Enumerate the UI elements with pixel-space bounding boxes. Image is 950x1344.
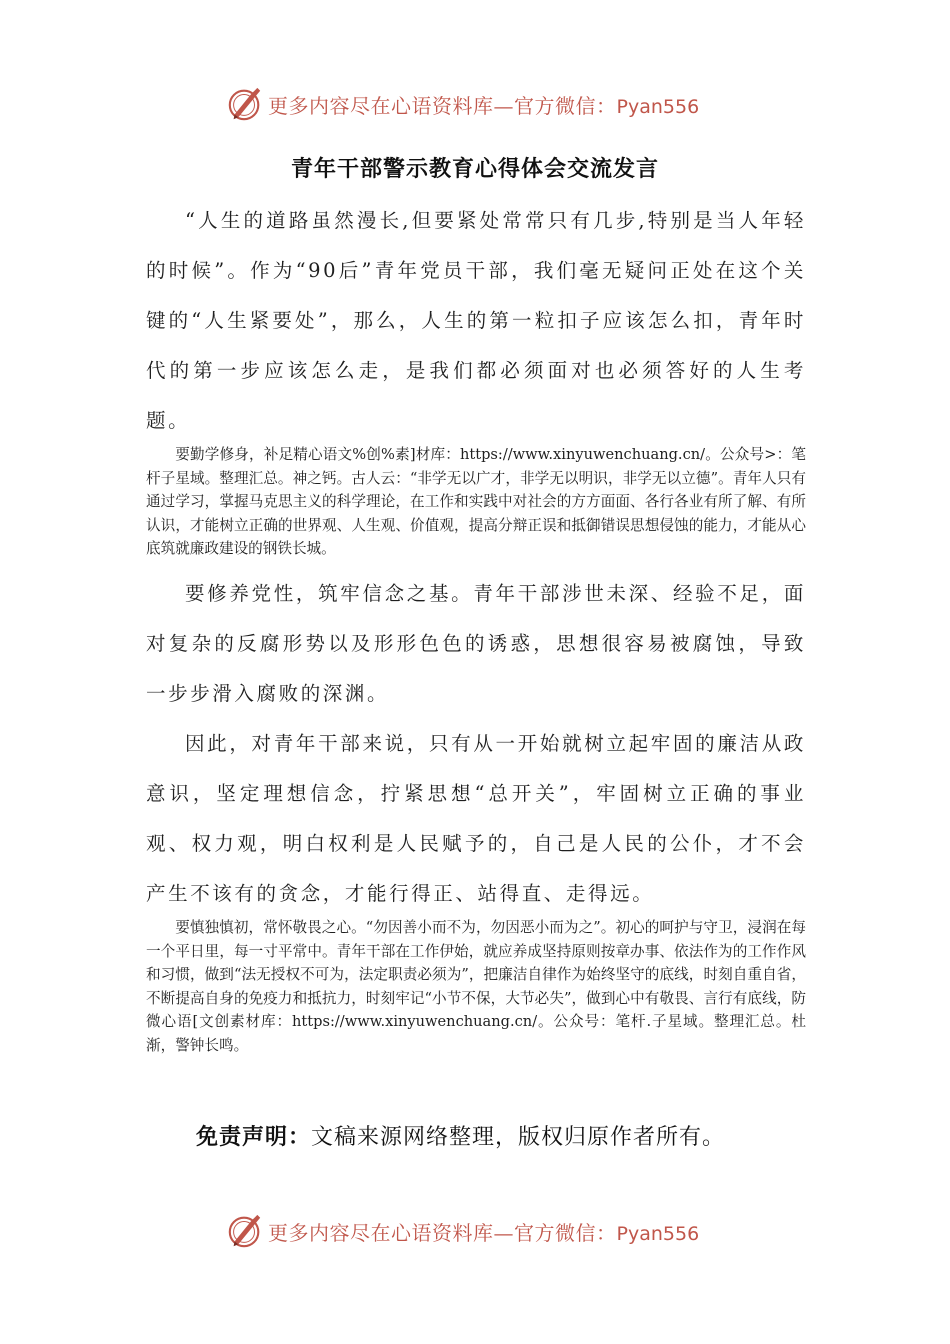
pen-logo-icon — [226, 85, 264, 123]
banner-text: 更多内容尽在心语资料库—官方微信：Pyan556 — [268, 1220, 700, 1245]
banner-text: 更多内容尽在心语资料库—官方微信：Pyan556 — [268, 93, 700, 118]
footer-banner — [226, 1211, 699, 1251]
paragraph-intro: “人生的道路虽然漫长,但要紧处常常只有几步,特别是当人年轻的时候”。作为“90后”青年党员干部，我们毫无疑问正处在这个关键的“人生紧要处”，那么，人生的第一粒扣子应该怎么扣，青年时代的第一步应该怎么走，是我们都必须面对也必须答好的人生考题。 — [146, 209, 806, 432]
disclaimer-label: 免责声明： — [196, 1125, 312, 1150]
paragraph-party-spirit: 要修养党性，筑牢信念之基。青年干部涉世未深、经验不足，面对复杂的反腐形势以及形形色色的诱惑，思想很容易被腐蚀，导致一步步滑入腐败的深渊。 — [146, 582, 806, 705]
banner-wechat-id: Pyan556 — [616, 1222, 700, 1245]
disclaimer-text: 文稿来源网络整理，版权归原作者所有。 — [311, 1125, 726, 1150]
document-title: 青年干部警示教育心得体会交流发言 — [290, 157, 659, 182]
paragraph-integrity: 因此，对青年干部来说，只有从一开始就树立起牢固的廉洁从政意识，坚定理想信念，拧紧思想“总开关”，牢固树立正确的事业观、权力观，明白权利是人民赋予的，自己是人民的公仆，才不会产生不该有的贪念，才能行得正、站得直、走得远。 — [146, 732, 806, 905]
banner-wechat-id: Pyan556 — [616, 95, 700, 118]
pen-logo-icon — [226, 1212, 264, 1250]
paragraph-study: 要勤学修身，补足精心语文%创%素]材库：https://www.xinyuwenchuang.cn/。公众号>：笔杆子星域。整理汇总。神之钙。古人云：“非学无以广才，非学无以明识，非学无以立德”。青年人只有通过学习，掌握马克思主义的科学理论，在工作和实践中对社会的方方面面、各行各业有所了解、有所认识，才能树立正确的世界观、人生观、价值观，提高分辩正误和抵御错误思想侵蚀的能力，才能从心底筑就廉政建设的钢铁长城。 — [146, 446, 806, 558]
header-banner — [226, 84, 699, 124]
disclaimer — [196, 1120, 725, 1151]
paragraph-prudence: 要慎独慎初，常怀敬畏之心。“勿因善小而不为，勿因恶小而为之”。初心的呵护与守卫，浸润在每一个平日里，每一寸平常中。青年干部在工作伊始，就应养成坚持原则按章办事、依法作为的工作作风和习惯，做到“法无授权不可为，法定职责必须为”，把廉洁自律作为始终坚守的底线，时刻自重自省，不断提高自身的免疫力和抵抗力，时刻牢记“小节不保，大节必失”，做到心中有敬畏、言行有底线，防微心语[文创素材库：https://www.xinyuwenchuang.cn/。公众号：笔杆.子星域。整理汇总。杜渐，警钟长鸣。 — [146, 919, 806, 1054]
